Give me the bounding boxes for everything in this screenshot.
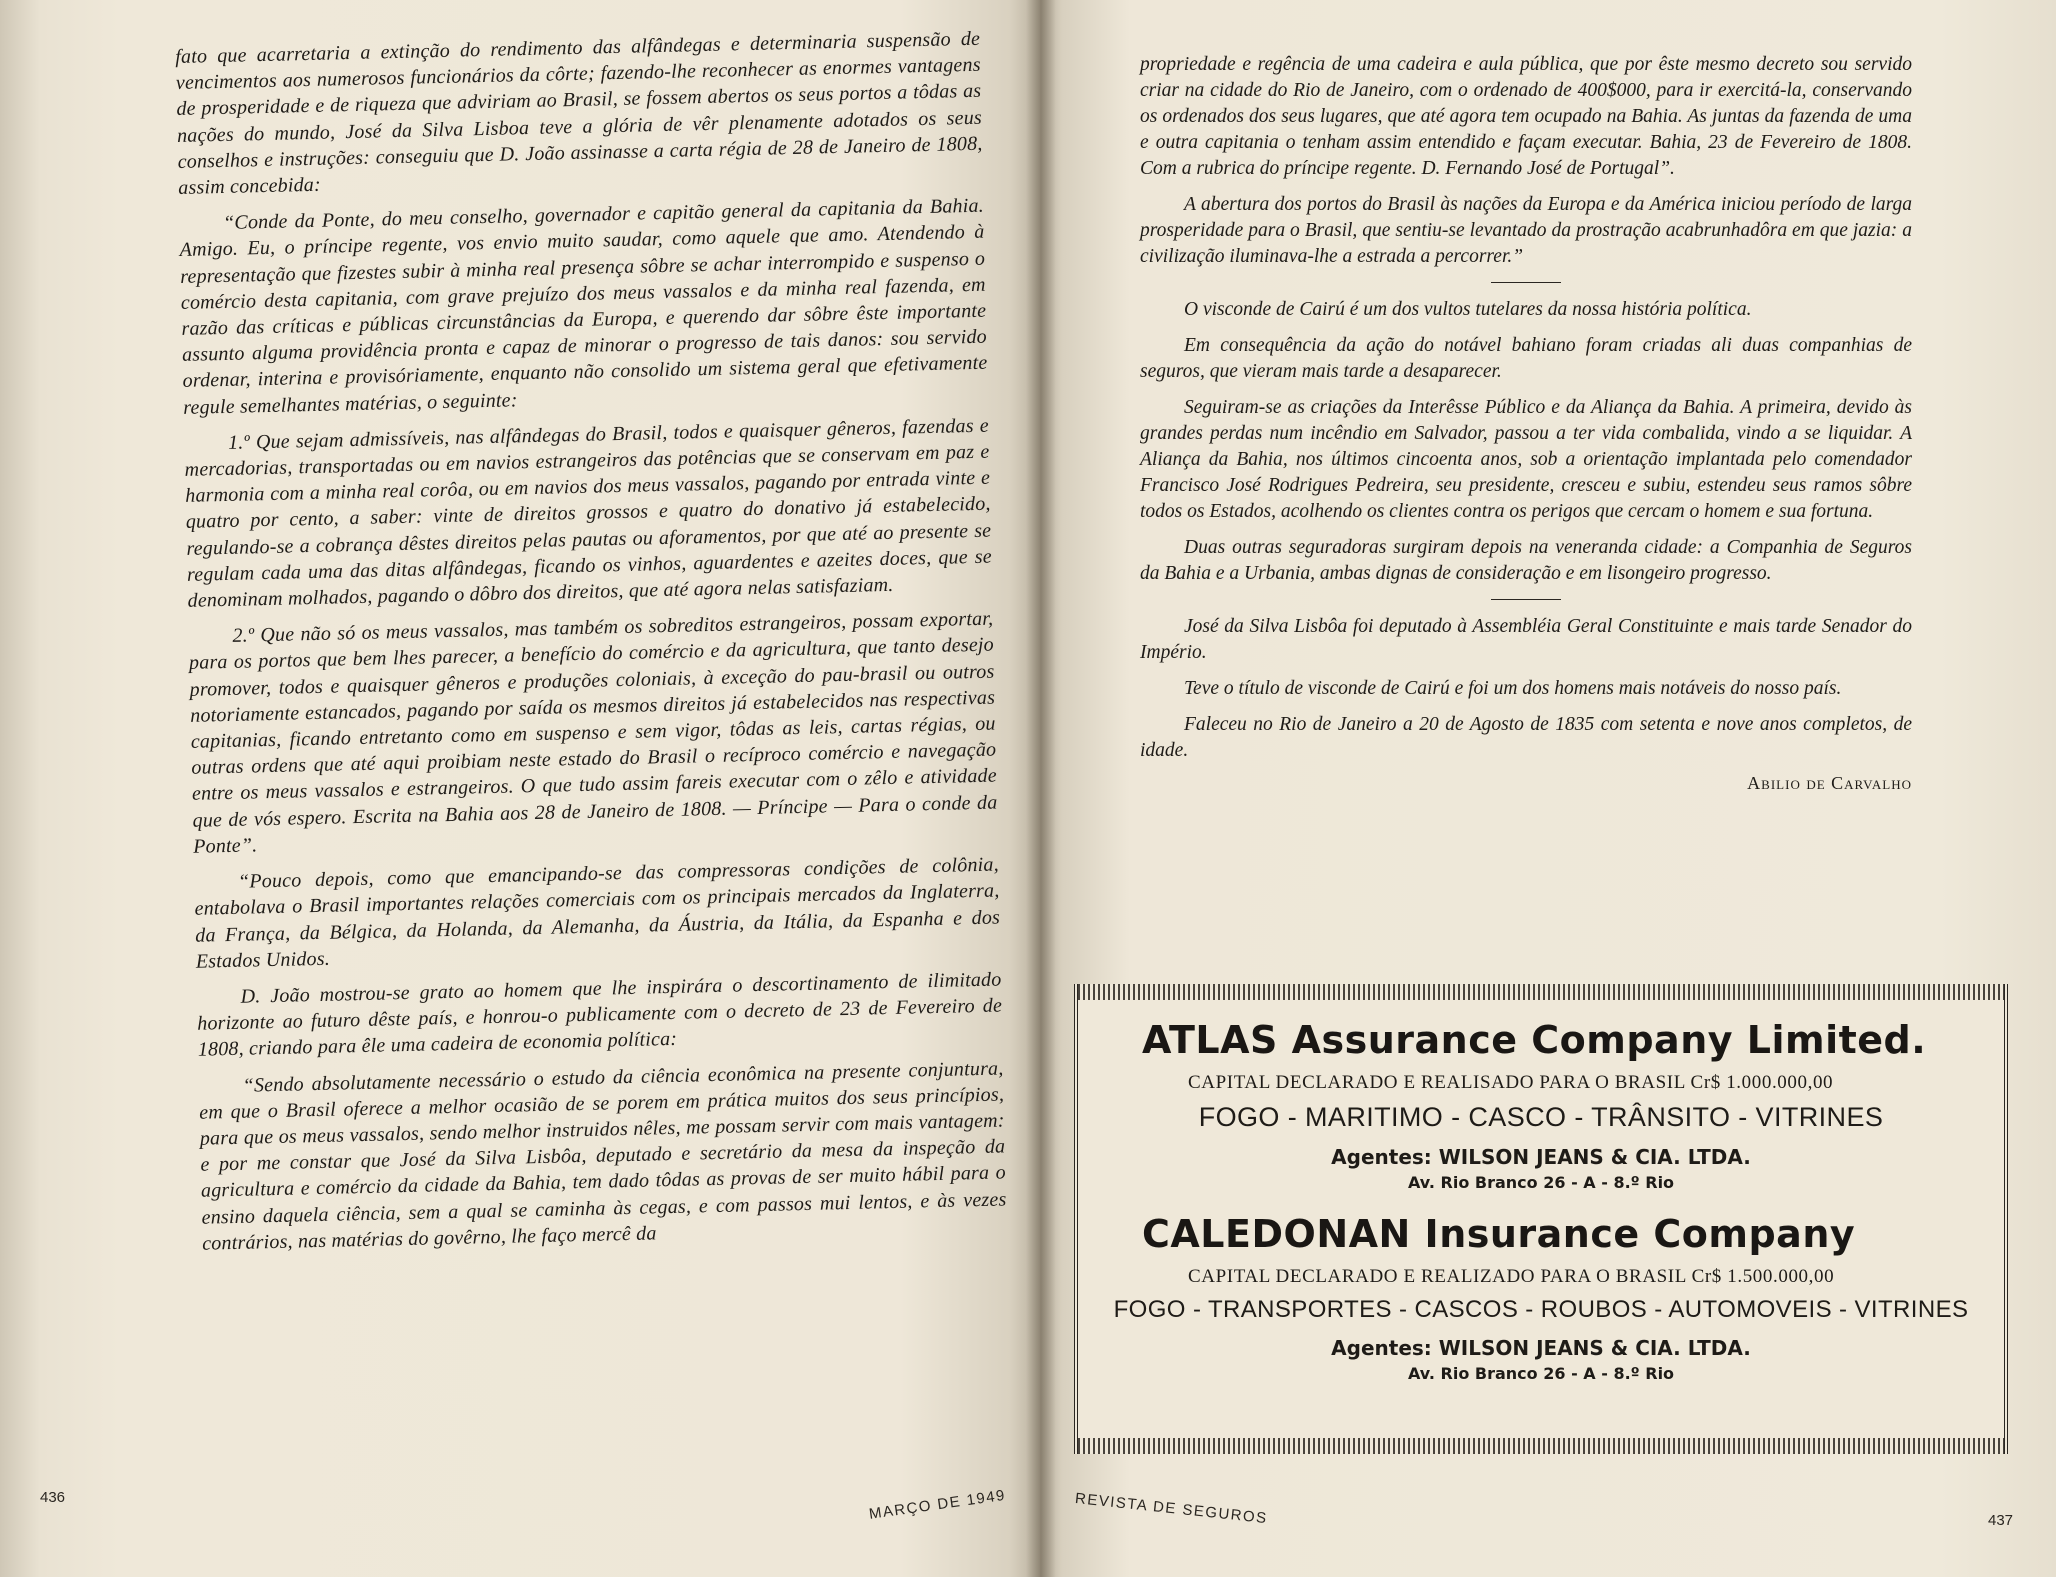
- footer-date: MARÇO DE 1949: [868, 1486, 1007, 1523]
- section-separator: [1491, 599, 1561, 600]
- paragraph: propriedade e regência de uma cadeira e aula pública, que por êste mesmo decreto sou servido criar na cidade do Rio de Janeiro, com o ordenado de 400$000, para ir exercitá-la, conservando os ordenados dos seus lugares, que até agora tem ocupado na Bahia. As juntas da fazenda de uma e outra capitania o tenham assim entendido e façam executar. Bahia, 23 de Fevereiro de 1808. Com a rubrica do príncipe regente. D. Fernando José de Portugal”.: [1140, 54, 1912, 179]
- paragraph: 1.º Que sejam admissíveis, nas alfândegas do Brasil, todos e quaisquer gêneros, fazendas e mercadorias, transportadas ou em navios estrangeiros das potências que se conservam em paz e harmonia com a minha real corôa, ou em navios dos meus vassalos, pagando por entrada vinte e quatro por cento, a saber: vinte de direitos grossos e quatro do donativo já estabelecido, regulando-se a cobrança dêstes direitos pelas pautas ou aforamentos, por que até ao presente se regulam cada uma das ditas alfândegas, ficando os vinhos, aguardentes e azeites doces, que se denominam molhados, pagando o dôbro dos direitos, que até agora nelas satisfaziam.: [184, 414, 993, 612]
- author-signature: Abilio de Carvalho: [1747, 773, 1912, 793]
- paragraph: Em consequência da ação do notável bahiano foram criadas ali duas companhias de seguros, que vieram mais tarde a desaparecer.: [1140, 335, 1912, 382]
- company-name-caledonan: CALEDONAN Insurance Company: [1142, 1212, 1856, 1256]
- footer-magazine-title: REVISTA DE SEGUROS: [1074, 1490, 1269, 1528]
- page-number-right: 437: [1988, 1512, 2014, 1529]
- insurance-advertisement: [1074, 984, 2008, 1454]
- ad-border-bottom: [1078, 1438, 2004, 1454]
- paragraph: fato que acarretaria a extinção do rendimento das alfândegas e determinaria suspensão de vencimentos aos numerosos funcionários da côrte; fazendo-lhe reconhecer as enormes vantagens de prosperidade e de riqueza que adviriam ao Brasil, se fossem abertos os seus portos a tôdas as nações do mundo, José da Silva Lisboa teve a glória de vêr plenamente adotados os seus conselhos e instruções: conseguiu que D. João assinasse a carta régia de 28 de Janeiro de 1808, assim concebida:: [175, 27, 983, 199]
- section-separator: [1491, 282, 1561, 283]
- company-capital: CAPITAL DECLARADO E REALIZADO PARA O BRASIL Cr$ 1.500.000,00: [1188, 1266, 1835, 1287]
- paragraph: O visconde de Cairú é um dos vultos tutelares da nossa história política.: [1184, 299, 1752, 320]
- paragraph: “Sendo absolutamente necessário o estudo da ciência econômica na presente conjuntura, em que o Brasil oferece a melhor ocasião de se porem em prática muitos dos seus princípios, para que os meus vassalos, sendo melhor instruidos nêles, me possam servir com mais vantagem: e por me constar que José da Silva Lisbôa, deputado e secretário da mesa da inspeção da agricultura e comércio da cidade da Bahia, tem dado tôdas as provas de ser muito hábil para o ensino daquela ciência, sem a qual se caminha às cegas, e com passos mui lentos, e às vezes contrários, nas matérias do govêrno, lhe faço mercê da: [198, 1056, 1007, 1255]
- right-page-text: [1140, 52, 1912, 796]
- paragraph: 2.º Que não só os meus vassalos, mas também os sobreditos estrangeiros, possam exportar, para os portos que bem lhes parecer, a benefício do comércio e da agricultura, que tanto desejo promover, todos e quaisquer gêneros e produções coloniais, à exceção do pau-brasil ou outros notoriamente estancados, pagando por saída os mesmos direitos já estabelecidos nas respectivas capitanias, ficando entretanto como em suspenso e sem vigor, tôdas as leis, cartas régias, ou outras ordens que até aqui proibiam neste estado do Brasil o recíproco comércio e navegação entre os meus vassalos e estrangeiros. O que tudo assim fareis executar com o zêlo e atividade que de vós espero. Escrita na Bahia aos 28 de Janeiro de 1808. — Príncipe — Para o conde da Ponte”.: [188, 607, 998, 858]
- paragraph: Seguiram-se as criações da Interêsse Público e da Aliança da Bahia. A primeira, devido às grandes perdas num incêndio em Salvador, passou a ter vida combalida, vindo a se liquidar. A Aliança da Bahia, nos últimos cincoenta anos, sob a orientação implantada pelo comendador Francisco José Rodrigues Pedreira, seu presidente, cresceu e subiu, estendeu seus ramos sôbre todos os Estados, acolhendo os clientes contra os perigos que cercam o homem e sua fortuna.: [1140, 397, 1912, 522]
- insurance-lines: FOGO - TRANSPORTES - CASCOS - ROUBOS - AUTOMOVEIS - VITRINES: [1113, 1296, 1969, 1323]
- paragraph: “Conde da Ponte, do meu conselho, governador e capitão general da capitania da Bahia. Amigo. Eu, o príncipe regente, vos envio muito saudar, como aquele que amo. Atendendo à representação que fizestes subir à minha real presença sôbre se achar interrompido e suspenso o comércio desta capitania, com grave prejuízo dos meus vassalos e da minha real fazenda, em razão das críticas e públicas circunstâncias da Europa, e querendo dar sôbre êste importante assunto alguma providência pronta e capaz de minorar o progresso de tais danos: sou servido ordenar, interina e provisóriamente, enquanto não consolido um sistema geral que efetivamente regule semelhantes matérias, o seguinte:: [179, 194, 988, 419]
- page-number-left: 436: [40, 1489, 66, 1506]
- insurance-lines: FOGO - MARITIMO - CASCO - TRÂNSITO - VITRINES: [1198, 1102, 1884, 1132]
- agents-address: Av. Rio Branco 26 - A - 8.º Rio: [1407, 1173, 1675, 1192]
- paragraph: “Pouco depois, como que emancipando-se das compressoras condições de colônia, entabolava o Brasil importantes relações comerciais com os principais mercados da Inglaterra, da França, da Bélgica, da Holanda, da Alemanha, da Áustria, da Itália, da Espanha e dos Estados Unidos.: [194, 853, 1001, 973]
- company-capital: CAPITAL DECLARADO E REALISADO PARA O BRASIL Cr$ 1.000.000,00: [1188, 1072, 1834, 1093]
- paragraph: Duas outras seguradoras surgiram depois na veneranda cidade: a Companhia de Seguros da Bahia e a Urbania, ambas dignas de consideração e em lisongeiro progresso.: [1140, 537, 1912, 584]
- paragraph: D. João mostrou-se grato ao homem que lhe inspirára o descortinamento de ilimitado horizonte ao futuro dêste país, e honrou-o publicamente com o decreto de 23 de Fevereiro de 1808, criando para êle uma cadeira de economia política:: [196, 968, 1003, 1062]
- paragraph: Teve o título de visconde de Cairú e foi um dos homens mais notáveis do nosso país.: [1184, 678, 1842, 699]
- paragraph: Faleceu no Rio de Janeiro a 20 de Agosto de 1835 com setenta e nove anos completos, de idade.: [1140, 714, 1912, 761]
- agents-address: Av. Rio Branco 26 - A - 8.º Rio: [1407, 1364, 1675, 1383]
- left-page-text: [175, 26, 1008, 1267]
- agents-line: Agentes: WILSON JEANS & CIA. LTDA.: [1331, 1336, 1751, 1360]
- gutter-shadow: [1026, 0, 1056, 1577]
- ad-border-top: [1078, 984, 2004, 1000]
- paragraph: A abertura dos portos do Brasil às nações da Europa e da América iniciou período de larga prosperidade para o Brasil, que sentiu-se levantado da prostração acabrunhadôra em que jazia: a civilização iluminava-lhe a estrada a percorrer.”: [1140, 194, 1912, 267]
- paragraph: José da Silva Lisbôa foi deputado à Assembléia Geral Constituinte e mais tarde Senador do Império.: [1140, 616, 1912, 663]
- agents-line: Agentes: WILSON JEANS & CIA. LTDA.: [1331, 1145, 1751, 1169]
- company-name-atlas: ATLAS Assurance Company Limited.: [1142, 1018, 1927, 1062]
- ad-content: [1102, 1010, 1980, 1428]
